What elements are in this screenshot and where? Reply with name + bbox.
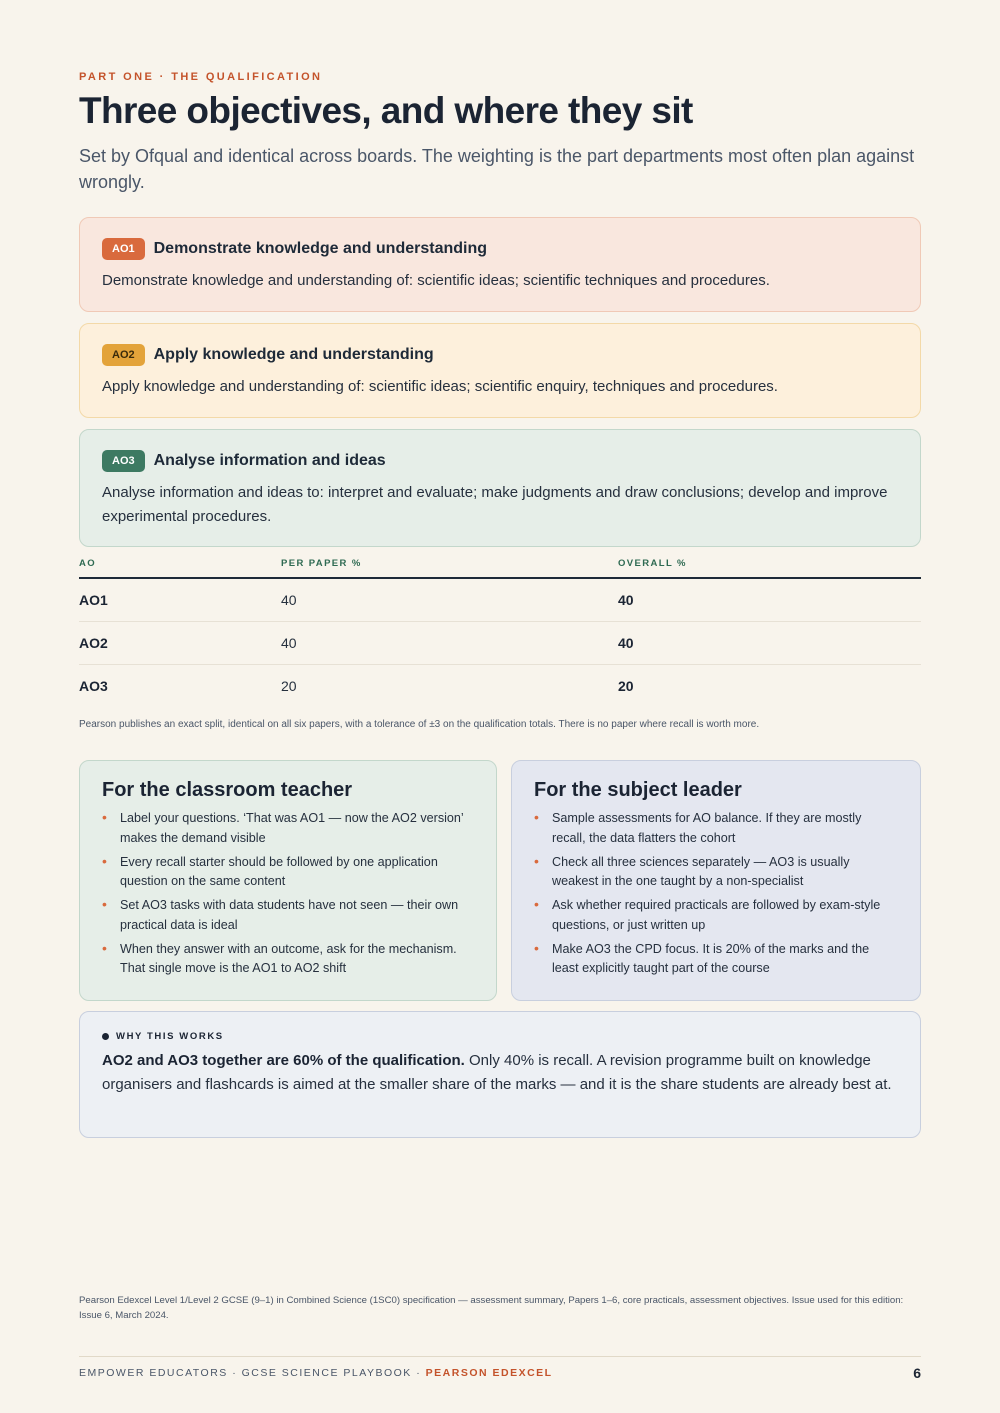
page-title: Three objectives, and where they sit <box>79 90 693 131</box>
list-item: • Label your questions. ‘That was AO1 — now the AO2 version’ makes the demand visible <box>102 809 474 848</box>
page-subtitle: Set by Ofqual and identical across boards. The weighting is the part departments most often plan against wrongly. <box>79 146 915 192</box>
callout-emphasis: AO2 and AO3 together are 60% of the qualification. <box>102 1052 465 1069</box>
callout-body: Only 40% is recall. A revision programme built on knowledge organisers and flashcards is aimed at the smaller share of the marks — and it is the share students are already best at. <box>102 1052 892 1093</box>
objective-card-ao1 <box>79 217 921 312</box>
ao1-description: Demonstrate knowledge and understanding of: scientific ideas; scientific techniques and procedures. <box>102 272 770 289</box>
footer-brand: PEARSON EDEXCEL <box>425 1367 553 1379</box>
table-row <box>79 578 921 621</box>
ao1-badge: AO1 <box>102 238 145 260</box>
list-item: • Sample assessments for AO balance. If they are mostly recall, the data flatters the cohort <box>534 809 898 848</box>
cell-per-paper: 20 <box>281 677 297 694</box>
ao2-name: Apply knowledge and understanding <box>153 346 434 363</box>
subject-leader-panel <box>511 760 921 1001</box>
footer-text: EMPOWER EDUCATORS · GCSE SCIENCE PLAYBOOK · <box>79 1367 426 1379</box>
panel-title: For the subject leader <box>534 779 742 801</box>
column-header-ao: AO <box>79 552 281 578</box>
list-item: • Ask whether required practicals are followed by exam-style questions, or just written up <box>534 896 898 935</box>
list-item: • Every recall starter should be followed by one application question on the same content <box>102 853 474 892</box>
cell-overall: 20 <box>618 677 634 694</box>
page-number: 6 <box>913 1365 921 1381</box>
table-header-row <box>79 552 921 578</box>
cell-overall: 40 <box>618 578 921 621</box>
bullet-dot-icon <box>102 1033 109 1040</box>
cell-overall: 40 <box>618 621 921 664</box>
list-item: • Make AO3 the CPD focus. It is 20% of the marks and the least explicitly taught part of the course <box>534 940 898 979</box>
footer-divider <box>79 1356 921 1357</box>
tips-list <box>534 809 898 979</box>
ao2-description: Apply knowledge and understanding of: scientific ideas; scientific enquiry, techniques and procedures. <box>102 378 778 395</box>
objective-card-ao3 <box>79 429 921 547</box>
column-header-per-paper: PER PAPER % <box>281 552 618 578</box>
footer <box>79 1367 553 1379</box>
list-item: • Check all three sciences separately — AO3 is usually weakest in the one taught by a non-specialist <box>534 853 898 892</box>
callout-label <box>102 1031 898 1042</box>
table-row <box>79 621 921 664</box>
table-note: Pearson publishes an exact split, identical on all six papers, with a tolerance of ±3 on the qualification totals. There is no paper where recall is worth more. <box>79 719 760 730</box>
section-kicker: PART ONE · THE QUALIFICATION <box>79 71 323 83</box>
tips-list <box>102 809 474 979</box>
cell-per-paper: 40 <box>281 578 618 621</box>
cell-ao: AO3 <box>79 677 108 694</box>
ao3-description: Analyse information and ideas to: interpret and evaluate; make judgments and draw conclusions; develop and improve experimental procedures. <box>102 484 888 525</box>
classroom-teacher-panel <box>79 760 497 1001</box>
cell-ao: AO1 <box>79 578 281 621</box>
callout-text <box>102 1049 898 1097</box>
callout-label-text: WHY THIS WORKS <box>116 1031 224 1042</box>
weighting-table <box>79 552 921 707</box>
ao2-badge: AO2 <box>102 344 145 366</box>
table-row <box>79 664 921 707</box>
column-header-overall: OVERALL % <box>618 552 921 578</box>
ao3-badge: AO3 <box>102 450 145 472</box>
why-this-works-callout <box>79 1011 921 1138</box>
cell-per-paper: 40 <box>281 621 618 664</box>
panel-title: For the classroom teacher <box>102 779 353 801</box>
objective-card-ao2 <box>79 323 921 418</box>
ao3-name: Analyse information and ideas <box>153 452 386 469</box>
ao1-name: Demonstrate knowledge and understanding <box>153 240 487 257</box>
cell-ao: AO2 <box>79 621 281 664</box>
source-note: Pearson Edexcel Level 1/Level 2 GCSE (9–1) in Combined Science (1SC0) specification — assessment summary, Papers 1–6, core practicals, assessment objectives. Issue used for this edition: Issue 6, March 2024. <box>79 1295 904 1321</box>
list-item: • When they answer with an outcome, ask for the mechanism. That single move is the AO1 to AO2 shift <box>102 940 474 979</box>
list-item: • Set AO3 tasks with data students have not seen — their own practical data is ideal <box>102 896 474 935</box>
